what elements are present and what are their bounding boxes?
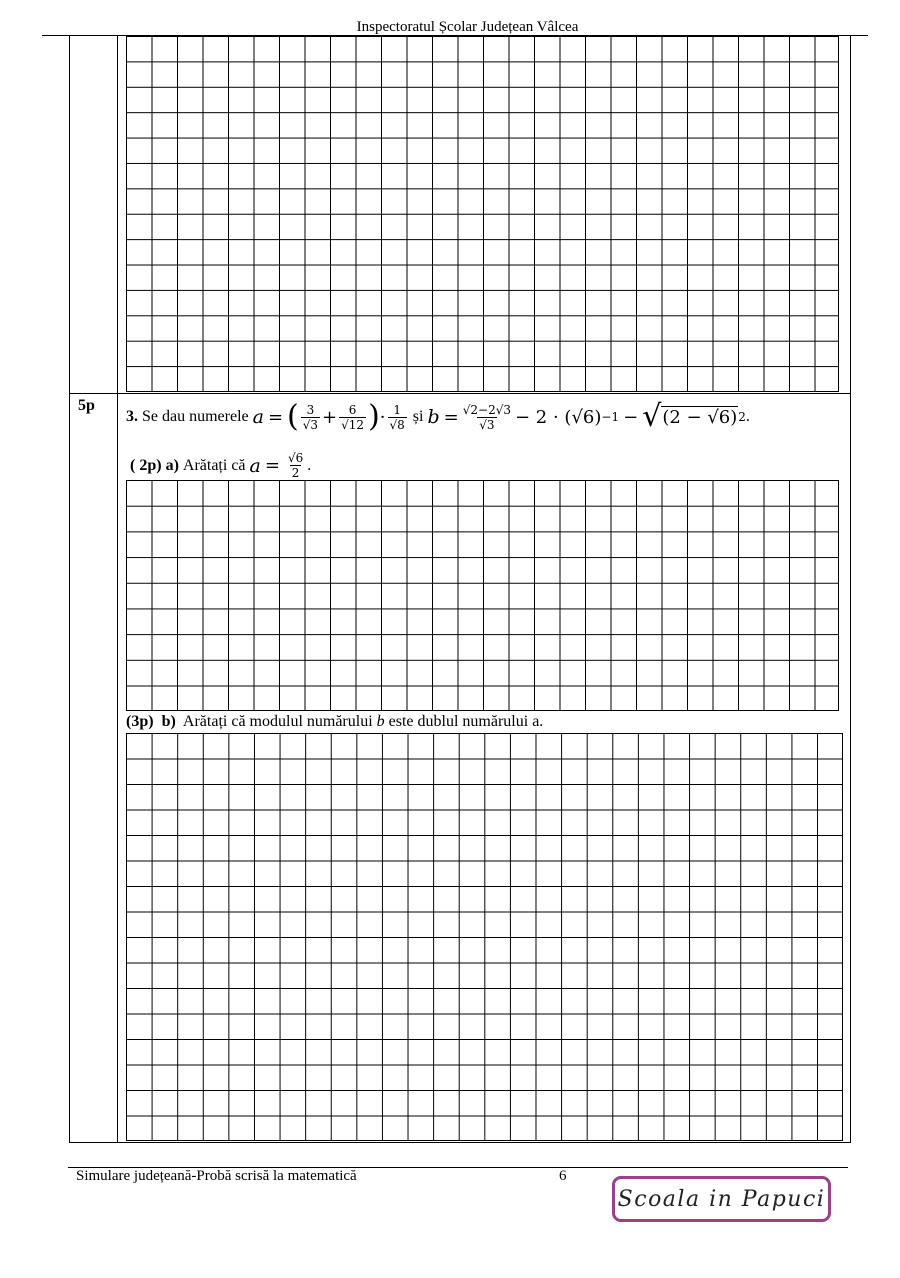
statement-end: . bbox=[745, 408, 750, 425]
footer-title: Simulare județeană-Probă scrisă la matematică bbox=[76, 1168, 357, 1184]
part-a-equals: = bbox=[264, 455, 280, 476]
grid-top bbox=[126, 36, 839, 392]
part-a-statement bbox=[130, 451, 311, 480]
b-middle-term: − 2 · (√6) bbox=[515, 406, 602, 428]
var-a: a bbox=[252, 406, 264, 428]
part-a-var: a bbox=[249, 454, 261, 477]
minus-sign: − bbox=[623, 406, 639, 428]
header-title: Inspectoratul Școlar Județean Vâlcea bbox=[356, 19, 579, 35]
problem-intro: Se dau numerele bbox=[142, 408, 249, 425]
b-exponent-two: 2 bbox=[738, 410, 746, 424]
grid-part-a bbox=[126, 480, 839, 711]
part-a-label: a) bbox=[165, 456, 179, 474]
sqrt-symbol: √ bbox=[642, 399, 662, 434]
column-divider bbox=[117, 35, 118, 1143]
problem-number: 3. bbox=[126, 408, 138, 425]
paren-open: ( bbox=[287, 399, 299, 434]
grid-part-b bbox=[126, 733, 843, 1141]
fraction-sqrt6-2: $\frac{√6}{2}$ bbox=[287, 451, 304, 480]
b-exponent-minus-one: −1 bbox=[601, 410, 620, 424]
part-b-points: (3p) bbox=[126, 713, 154, 730]
var-b: b bbox=[427, 406, 440, 428]
part-a-text: Arătați că bbox=[182, 456, 246, 474]
part-b-var: b bbox=[376, 713, 385, 730]
part-b-text-before: Arătați că modulul numărului bbox=[182, 713, 373, 730]
paren-close: ) bbox=[368, 399, 380, 434]
plus-sign: + bbox=[322, 406, 338, 428]
points-label: 5p bbox=[78, 397, 95, 414]
fraction-3-sqrt3: $\frac{3}{√3}$ bbox=[302, 402, 319, 432]
b-radicand: (2 − √6) bbox=[662, 406, 738, 428]
page-number: 6 bbox=[559, 1168, 567, 1184]
dot-sign: · bbox=[379, 406, 386, 428]
equals-sign-b: = bbox=[443, 406, 459, 428]
problem-statement bbox=[126, 399, 750, 434]
fraction-6-sqrt12: $\frac{6}{√12}$ bbox=[341, 402, 365, 432]
fraction-1-sqrt8: $\frac{1}{√8}$ bbox=[389, 402, 405, 432]
equals-sign: = bbox=[267, 406, 284, 428]
part-b-label: b) bbox=[161, 713, 176, 730]
part-a-points: ( 2p) bbox=[130, 456, 162, 474]
part-b-statement bbox=[126, 713, 543, 731]
logo: Scoala in Papuci bbox=[612, 1176, 831, 1222]
fraction-b-first: $\frac{√2-2√3}{√3}$ bbox=[462, 402, 511, 432]
and-word: și bbox=[412, 408, 424, 425]
part-b-text-after: este dublul numărului a. bbox=[388, 713, 544, 730]
part-a-end: . bbox=[307, 456, 312, 474]
